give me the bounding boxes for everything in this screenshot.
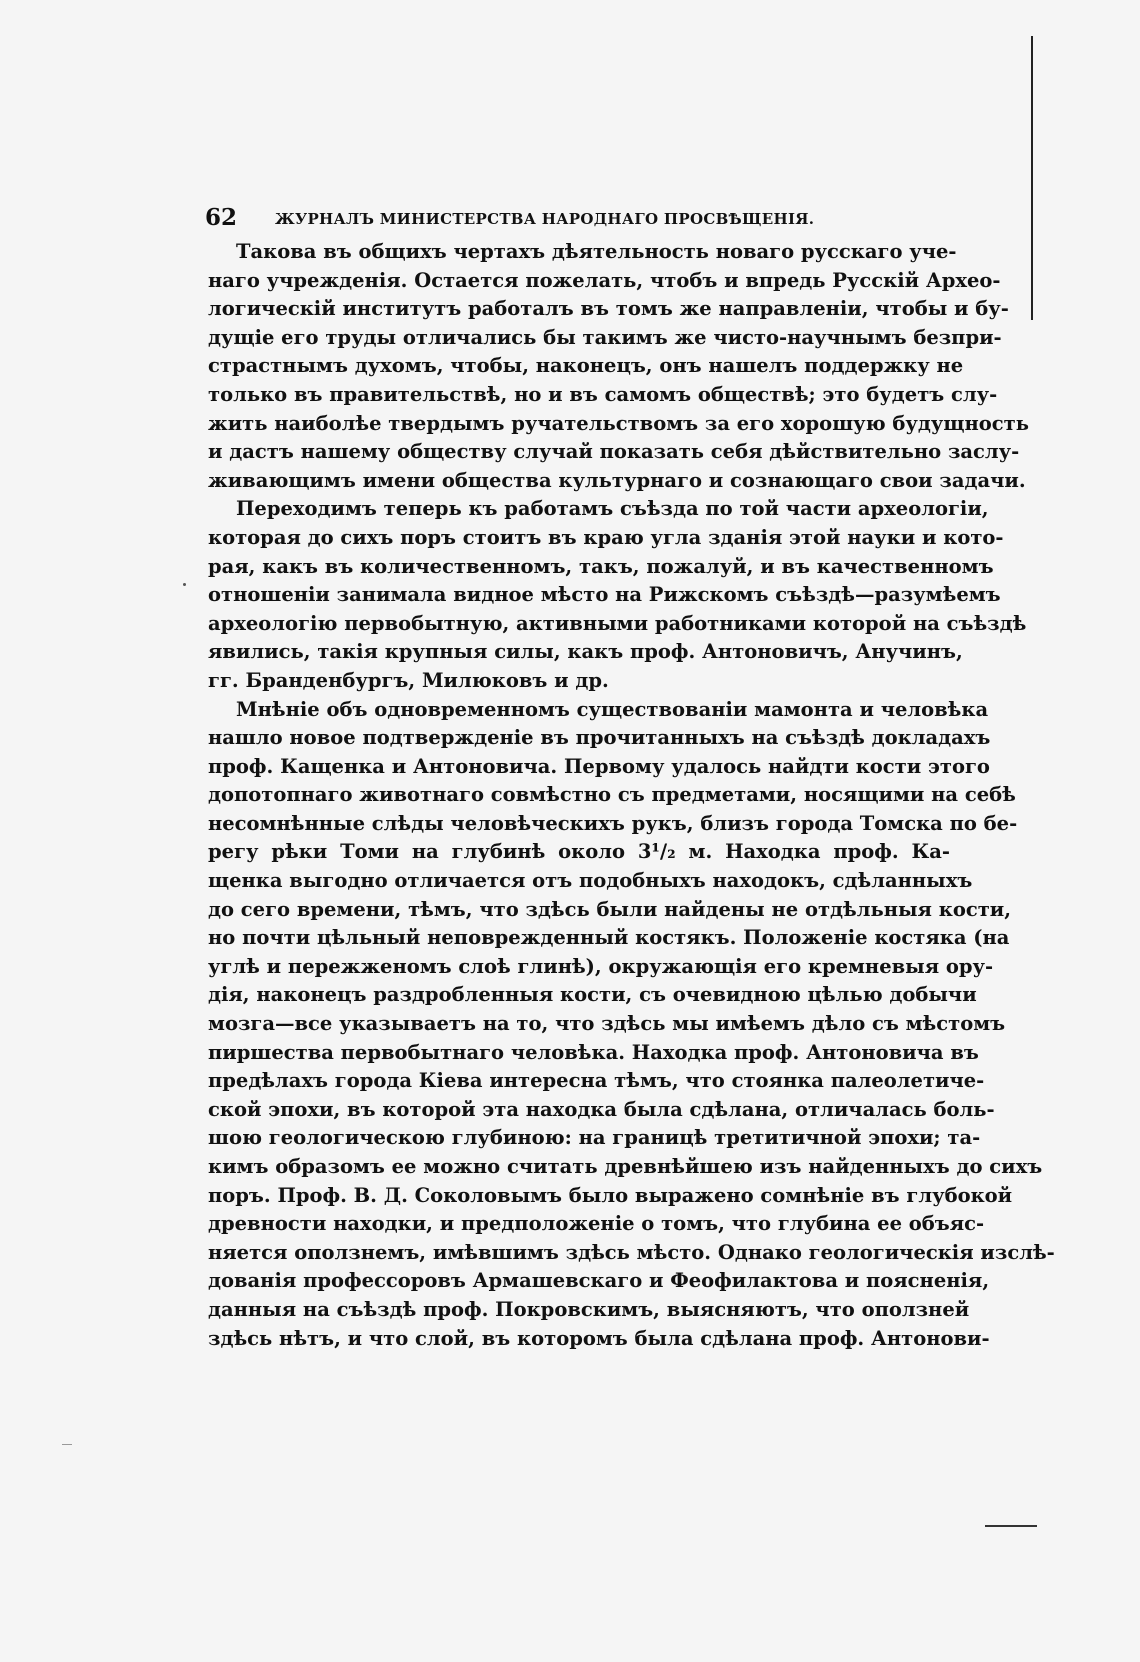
text-line: пиршества первобытнаго человѣка. Находка проф. Антоновича въ [208,1040,979,1064]
text-line: нашло новое подтвержденіе въ прочитанныхъ на съѣздѣ докладахъ [208,726,991,750]
text-line: до сего времени, тѣмъ, что здѣсь были найдены не отдѣльныя кости, [208,897,1012,921]
text-line: поръ. Проф. В. Д. Соколовымъ было выражено сомнѣніе въ глубокой [208,1183,1013,1207]
text-line: Мнѣніе объ одновременномъ существованіи мамонта и человѣка [236,697,989,721]
text-line: отношеніи занимала видное мѣсто на Рижскомъ съѣздѣ—разумѣемъ [208,583,1001,607]
text-line: гг. Бранденбургъ, Милюковъ и др. [208,668,609,692]
text-line: ской эпохи, въ которой эта находка была сдѣлана, отличалась боль- [208,1097,995,1121]
text-line: здѣсь нѣтъ, и что слой, въ которомъ была сдѣлана проф. Антонови- [208,1326,990,1350]
text-line: логическій институтъ работалъ въ томъ же направленіи, чтобы и бу- [208,297,1009,321]
text-line: живающимъ имени общества культурнаго и сознающаго свои задачи. [208,468,1026,492]
text-line: несомнѣнные слѣды человѣческихъ рукъ, близъ города Томска по бе- [208,811,1018,835]
running-title: ЖУРНАЛЪ МИНИСТЕРСТВА НАРОДНАГО ПРОСВѢЩЕНІЯ. [275,210,815,228]
text-line: страстнымъ духомъ, чтобы, наконецъ, онъ нашелъ поддержку не [208,354,964,378]
scan-edge-line [1031,36,1033,320]
text-line: проф. Кащенка и Антоновича. Первому удалось найдти кости этого [208,754,990,778]
body-text [208,238,1055,1353]
speck-mark [183,583,186,586]
text-line: шою геологическою глубиною: на границѣ третитичной эпохи; та- [208,1126,981,1150]
text-line: жить наиболѣе твердымъ ручательствомъ за его хорошую будущность [208,411,1029,435]
text-line: щенка выгодно отличается отъ подобныхъ находокъ, сдѣланныхъ [208,869,973,893]
page-number: 62 [205,204,238,231]
text-line: древности находки, и предположеніе о томъ, что глубина ее объяс- [208,1212,985,1236]
text-line: рая, какъ въ количественномъ, такъ, пожалуй, и въ качественномъ [208,554,994,578]
text-line: Переходимъ теперь къ работамъ съѣзда по той части археологіи, [236,497,989,521]
paragraph [208,696,1055,1354]
text-line: Такова въ общихъ чертахъ дѣятельность новаго русскаго уче- [236,240,957,263]
text-line: явились, такія крупныя силы, какъ проф. Антоновичъ, Анучинъ, [208,640,963,664]
text-line: дія, наконецъ раздробленныя кости, съ очевидною цѣлью добычи [208,983,977,1007]
text-line: только въ правительствѣ, но и въ самомъ обществѣ; это будетъ слу- [208,382,998,406]
scan-edge-mark [985,1525,1037,1527]
text-line: углѣ и пережженомъ слоѣ глинѣ), окружающія его кремневыя ору- [208,954,994,978]
text-line: наго учрежденія. Остается пожелать, чтобъ и впредь Русскій Архео- [208,268,1001,292]
text-line: кимъ образомъ ее можно считать древнѣйшею изъ найденныхъ до сихъ [208,1155,1043,1178]
text-line: предѣлахъ города Кіева интересна тѣмъ, что стоянка палеолетиче- [208,1069,985,1093]
text-line: мозга—все указываетъ на то, что здѣсь мы имѣемъ дѣло съ мѣстомъ [208,1012,1006,1036]
margin-dash [62,1444,72,1445]
text-line: дущіе его труды отличались бы такимъ же чисто-научнымъ безпри- [208,325,1002,349]
text-line: няется оползнемъ, имѣвшимъ здѣсь мѣсто. Однако геологическія изслѣ- [208,1240,1055,1264]
text-line: но почти цѣльный неповрежденный костякъ. Положеніе костяка (на [208,926,1010,950]
page-header [205,204,950,232]
text-line: регу рѣки Томи на глубинѣ около 3¹/₂ м. Находка проф. Ка- [208,840,950,864]
text-line: дованія профессоровъ Армашевскаго и Феофилактова и поясненія, [208,1269,990,1293]
paragraph [208,495,1027,695]
text-line: данныя на съѣздѣ проф. Покровскимъ, выясняютъ, что оползней [208,1297,970,1321]
text-line: допотопнаго животнаго совмѣстно съ предметами, носящими на себѣ [208,783,1016,807]
text-line: которая до сихъ поръ стоитъ въ краю угла зданія этой науки и кото- [208,525,1004,549]
paragraph [208,238,1029,495]
text-line: и дастъ нашему обществу случай показать себя дѣйствительно заслу- [208,440,1020,464]
text-line: археологію первобытную, активными работниками которой на съѣздѣ [208,611,1027,635]
